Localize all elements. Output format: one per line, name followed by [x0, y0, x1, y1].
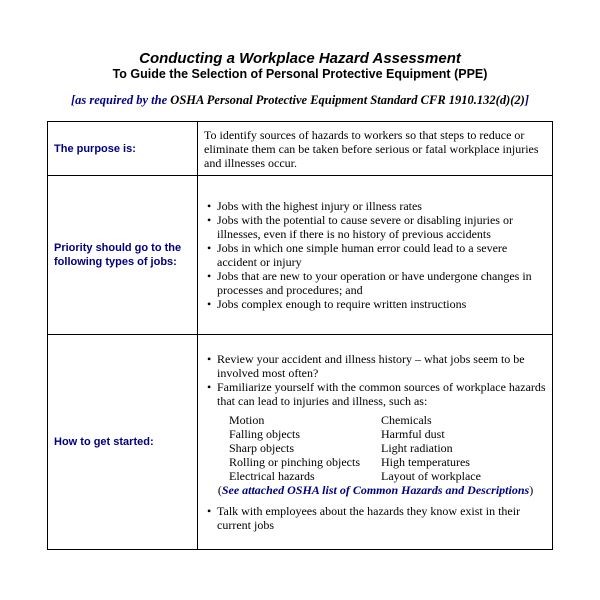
assessment-table [47, 121, 553, 550]
priority-item: • Jobs with the potential to cause severe or disabling injuries or illnesses, even if there is no history of previous accidents [204, 213, 547, 241]
start-list [204, 352, 547, 408]
start-list-continued [204, 504, 547, 532]
hazard-item: Motion [229, 413, 265, 427]
hazard-item: Chemicals [381, 413, 432, 427]
osha-suffix: ] [524, 93, 530, 107]
start-row [48, 335, 553, 550]
priority-item: • Jobs in which one simple human error could lead to a severe accident or injury [204, 241, 547, 269]
osha-standard: OSHA Personal Protective Equipment Standard CFR 1910.132(d)(2) [170, 93, 525, 107]
priority-row [48, 176, 553, 335]
hazard-column-left [229, 413, 381, 483]
purpose-label: The purpose is: [48, 122, 198, 176]
priority-content [198, 176, 553, 335]
hazard-item: Falling objects [229, 427, 300, 441]
start-content [198, 335, 553, 550]
hazard-item: Sharp objects [229, 441, 294, 455]
hazard-item: Electrical hazards [229, 469, 315, 483]
osha-prefix: [as required by the [70, 93, 171, 107]
hazard-columns [204, 413, 547, 483]
priority-item: • Jobs with the highest injury or illness rates [204, 199, 547, 213]
hazard-column-right [381, 413, 481, 483]
start-item: • Talk with employees about the hazards they know exist in their current jobs [204, 504, 547, 532]
osha-reference [0, 93, 600, 108]
common-hazards-link[interactable]: See attached OSHA list of Common Hazards and Descriptions [221, 483, 530, 497]
priority-label: Priority should go to the following types of jobs: [48, 176, 198, 335]
hazard-item: Rolling or pinching objects [229, 455, 360, 469]
hazard-item: Light radiation [381, 441, 453, 455]
start-label: How to get started: [48, 335, 198, 550]
purpose-text: To identify sources of hazards to workers so that steps to reduce or eliminate them can be taken before serious or fatal workplace injuries and illnesses occur. [198, 122, 553, 176]
document-title: Conducting a Workplace Hazard Assessment [139, 50, 461, 67]
hazard-item: High temperatures [381, 455, 470, 469]
start-item: • Review your accident and illness history – what jobs seem to be involved most often? [204, 352, 547, 380]
hazard-item: Layout of workplace [381, 469, 481, 483]
see-close: ) [529, 483, 534, 497]
document-subtitle: To Guide the Selection of Personal Protective Equipment (PPE) [112, 67, 488, 81]
priority-list [204, 199, 547, 311]
priority-item: • Jobs complex enough to require written instructions [204, 297, 547, 311]
see-open: ( [217, 483, 222, 497]
hazard-reference-note [204, 483, 547, 497]
start-item [204, 380, 547, 408]
start-item-text: Familiarize yourself with the common sources of workplace hazards that can lead to injuries and illness, such as: [217, 380, 546, 408]
priority-item: • Jobs that are new to your operation or have undergone changes in processes and procedures; and [204, 269, 547, 297]
purpose-row [48, 122, 553, 176]
hazard-item: Harmful dust [381, 427, 445, 441]
